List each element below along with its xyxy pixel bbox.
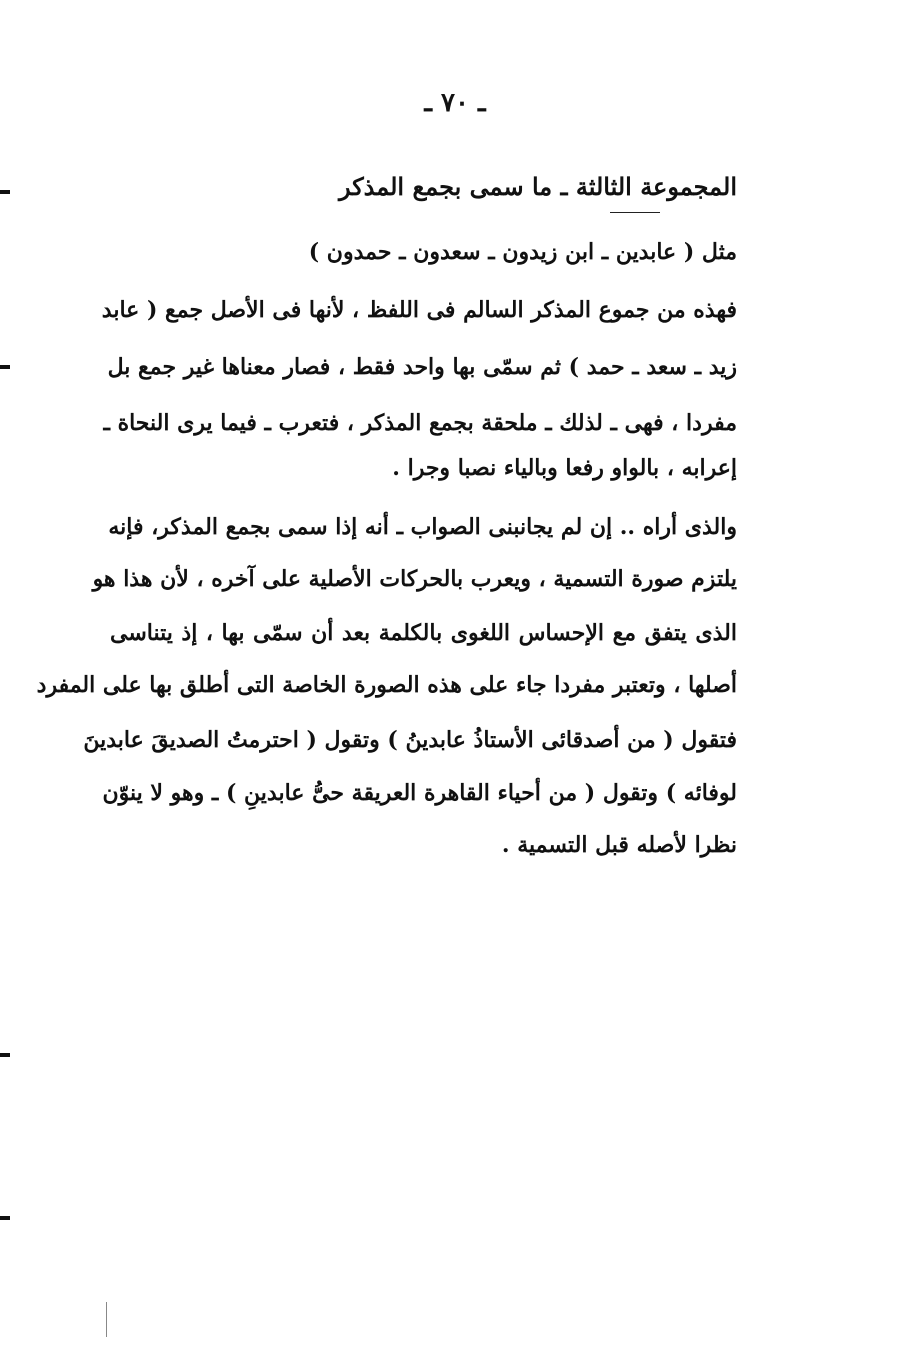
paragraph1-line: مفردا ، فهى ـ لذلك ـ ملحقة بجمع المذكر ، فتعرب ـ فيما يرى النحاة ـ	[103, 410, 737, 436]
paragraph1-line: إعرابه ، بالواو رفعا وبالياء نصبا وجرا .	[392, 455, 737, 481]
paragraph1-line: فهذه من جموع المذكر السالم فى اللفظ ، لأنها فى الأصل جمع ( عابد	[101, 297, 737, 323]
binding-mark	[0, 1053, 10, 1057]
binding-mark	[0, 1216, 10, 1220]
paragraph2-line: فتقول ( من أصدقائى الأستاذُ عابدينُ ) وتقول ( احترمتُ الصديقَ عابدينَ	[83, 727, 737, 753]
example-line: مثل ( عابدين ـ ابن زيدون ـ سعدون ـ حمدون )	[308, 239, 737, 265]
binding-mark	[0, 190, 10, 194]
paragraph1-line: زيد ـ سعد ـ حمد ) ثم سمّى بها واحد فقط ، فصار معناها غير جمع بل	[107, 354, 737, 380]
page-number: ـ ٧٠ ـ	[424, 88, 486, 118]
binding-mark	[0, 365, 10, 369]
paragraph2-line: الذى يتفق مع الإحساس اللغوى بالكلمة بعد أن سمّى بها ، إذ يتناسى	[110, 620, 737, 646]
paragraph2-line: يلتزم صورة التسمية ، ويعرب بالحركات الأصلية على آخره ، لأن هذا هو	[92, 566, 737, 592]
paragraph2-line: أصلها ، وتعتبر مفردا جاء على هذه الصورة الخاصة التى أطلق بها على المفرد	[36, 672, 737, 698]
scan-artifact	[106, 1302, 107, 1337]
paragraph2-line: لوفائه ) وتقول ( من أحياء القاهرة العريقة حىُّ عابدينِ ) ـ وهو لا ينوّن	[102, 780, 737, 806]
heading-underline	[610, 212, 660, 213]
paragraph2-line: نظرا لأصله قبل التسمية .	[501, 832, 737, 858]
paragraph2-line: والذى أراه .. إن لم يجانبنى الصواب ـ أنه إذا سمى بجمع المذكر، فإنه	[108, 514, 737, 540]
section-heading: المجموعة الثالثة ـ ما سمى بجمع المذكر	[338, 172, 737, 201]
